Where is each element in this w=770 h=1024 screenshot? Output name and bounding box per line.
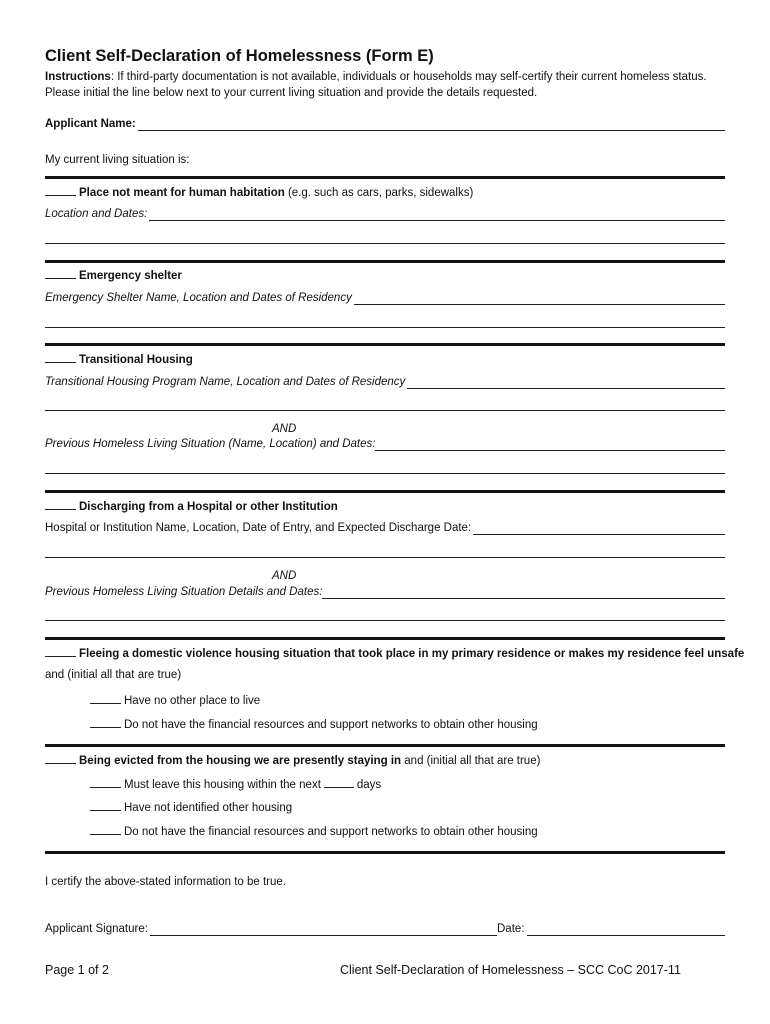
section-divider [45,343,725,346]
section-eviction-subtitle: and (initial all that are true) [401,755,541,767]
eviction-option2-label: Have not identified other housing [124,802,293,814]
section-dv-header [45,645,744,661]
section-divider [45,851,725,854]
initial-field-eviction-option-1[interactable] [90,776,121,788]
eviction-option [90,799,292,815]
initial-field-eviction[interactable] [45,752,76,764]
hospital-row [45,521,725,535]
hospital-field[interactable] [473,522,725,535]
eviction-option1-after: days [356,779,382,791]
section-eviction-header [45,752,540,768]
hospital-previous-field-2[interactable] [45,620,725,621]
dv-option-label: Do not have the financial resources and support networks to obtain other housing [124,719,538,731]
section-divider [45,744,725,747]
footer-doc-name: Client Self-Declaration of Homelessness – SCC CoC 2017-11 [340,963,681,977]
hospital-previous-row [45,585,725,599]
hospital-previous-label: Previous Homeless Living Situation Details and Dates: [45,586,323,598]
initial-field-eviction-option-3[interactable] [90,823,121,835]
eviction-option [90,776,381,792]
signature-row [45,922,497,936]
eviction-option [90,823,538,839]
section-divider [45,490,725,493]
place-location-field[interactable] [149,208,725,221]
place-location-field-2[interactable] [45,243,725,244]
eviction-option3-label: Do not have the financial resources and support networks to obtain other housing [124,826,538,838]
instructions [45,70,707,84]
certify-text: I certify the above-stated information to be true. [45,876,286,888]
transitional-previous-field[interactable] [375,438,725,451]
page-title: Client Self-Declaration of Homelessness (Form E) [45,47,434,65]
section-divider [45,260,725,263]
dv-option [90,716,538,732]
signature-label: Applicant Signature: [45,923,148,935]
section-shelter-header [45,267,182,283]
section-place-note: (e.g. such as cars, parks, sidewalks) [287,187,474,199]
transitional-and-label: AND [272,423,297,435]
instructions-text: : If third-party documentation is not available, individuals or households may self-certify their current homeless status. [110,71,707,83]
current-situation-label: My current living situation is: [45,154,190,166]
section-transitional-title: Transitional Housing [79,354,193,366]
shelter-field-2[interactable] [45,327,725,328]
section-eviction-title: Being evicted from the housing we are presently staying in [79,755,402,767]
shelter-row [45,291,725,305]
section-divider [45,176,725,179]
initial-field-hospital[interactable] [45,498,76,510]
place-location-row [45,207,725,221]
date-row [497,922,725,936]
section-shelter-title: Emergency shelter [79,270,182,282]
dv-option-label: Have no other place to live [124,695,261,707]
hospital-previous-field[interactable] [322,586,725,599]
days-field[interactable] [324,776,354,788]
signature-field[interactable] [150,923,497,936]
page-number: Page 1 of 2 [45,963,109,977]
initial-field-shelter[interactable] [45,267,76,279]
section-hospital-header [45,498,338,514]
transitional-previous-label: Previous Homeless Living Situation (Name, Location) and Dates: [45,438,376,450]
instructions-label: Instructions [45,71,111,83]
section-place-header [45,184,473,200]
instructions-text-2: Please initial the line below next to your current living situation and provide the details requested. [45,87,538,99]
hospital-label: Hospital or Institution Name, Location, Date of Entry, and Expected Discharge Date: [45,522,472,534]
eviction-option1-before: Must leave this housing within the next [124,779,321,791]
transitional-previous-row [45,437,725,451]
shelter-field[interactable] [354,292,725,305]
applicant-name-label: Applicant Name: [45,118,136,130]
applicant-name-field[interactable] [138,118,725,131]
section-dv-title: Fleeing a domestic violence housing situation that took place in my primary residence or makes my residence feel unsafe [79,648,745,660]
section-dv-subtitle: and (initial all that are true) [45,669,182,681]
date-label: Date: [497,923,525,935]
transitional-field[interactable] [407,376,725,389]
initial-field-dv-option-2[interactable] [90,716,121,728]
hospital-and-label: AND [272,570,297,582]
transitional-previous-field-2[interactable] [45,473,725,474]
initial-field-dv-option-1[interactable] [90,692,121,704]
date-field[interactable] [527,923,726,936]
applicant-name-row [45,117,725,131]
shelter-label: Emergency Shelter Name, Location and Dates of Residency [45,292,352,304]
transitional-label: Transitional Housing Program Name, Location and Dates of Residency [45,376,406,388]
initial-field-place[interactable] [45,184,76,196]
section-divider [45,637,725,640]
section-hospital-title: Discharging from a Hospital or other Institution [79,501,338,513]
initial-field-dv[interactable] [45,645,76,657]
initial-field-eviction-option-2[interactable] [90,799,121,811]
section-transitional-header [45,351,193,367]
dv-option [90,692,260,708]
transitional-row [45,375,725,389]
section-place-title: Place not meant for human habitation [79,187,285,199]
place-location-label: Location and Dates: [45,208,148,220]
initial-field-transitional[interactable] [45,351,76,363]
hospital-field-2[interactable] [45,557,725,558]
transitional-field-2[interactable] [45,410,725,411]
